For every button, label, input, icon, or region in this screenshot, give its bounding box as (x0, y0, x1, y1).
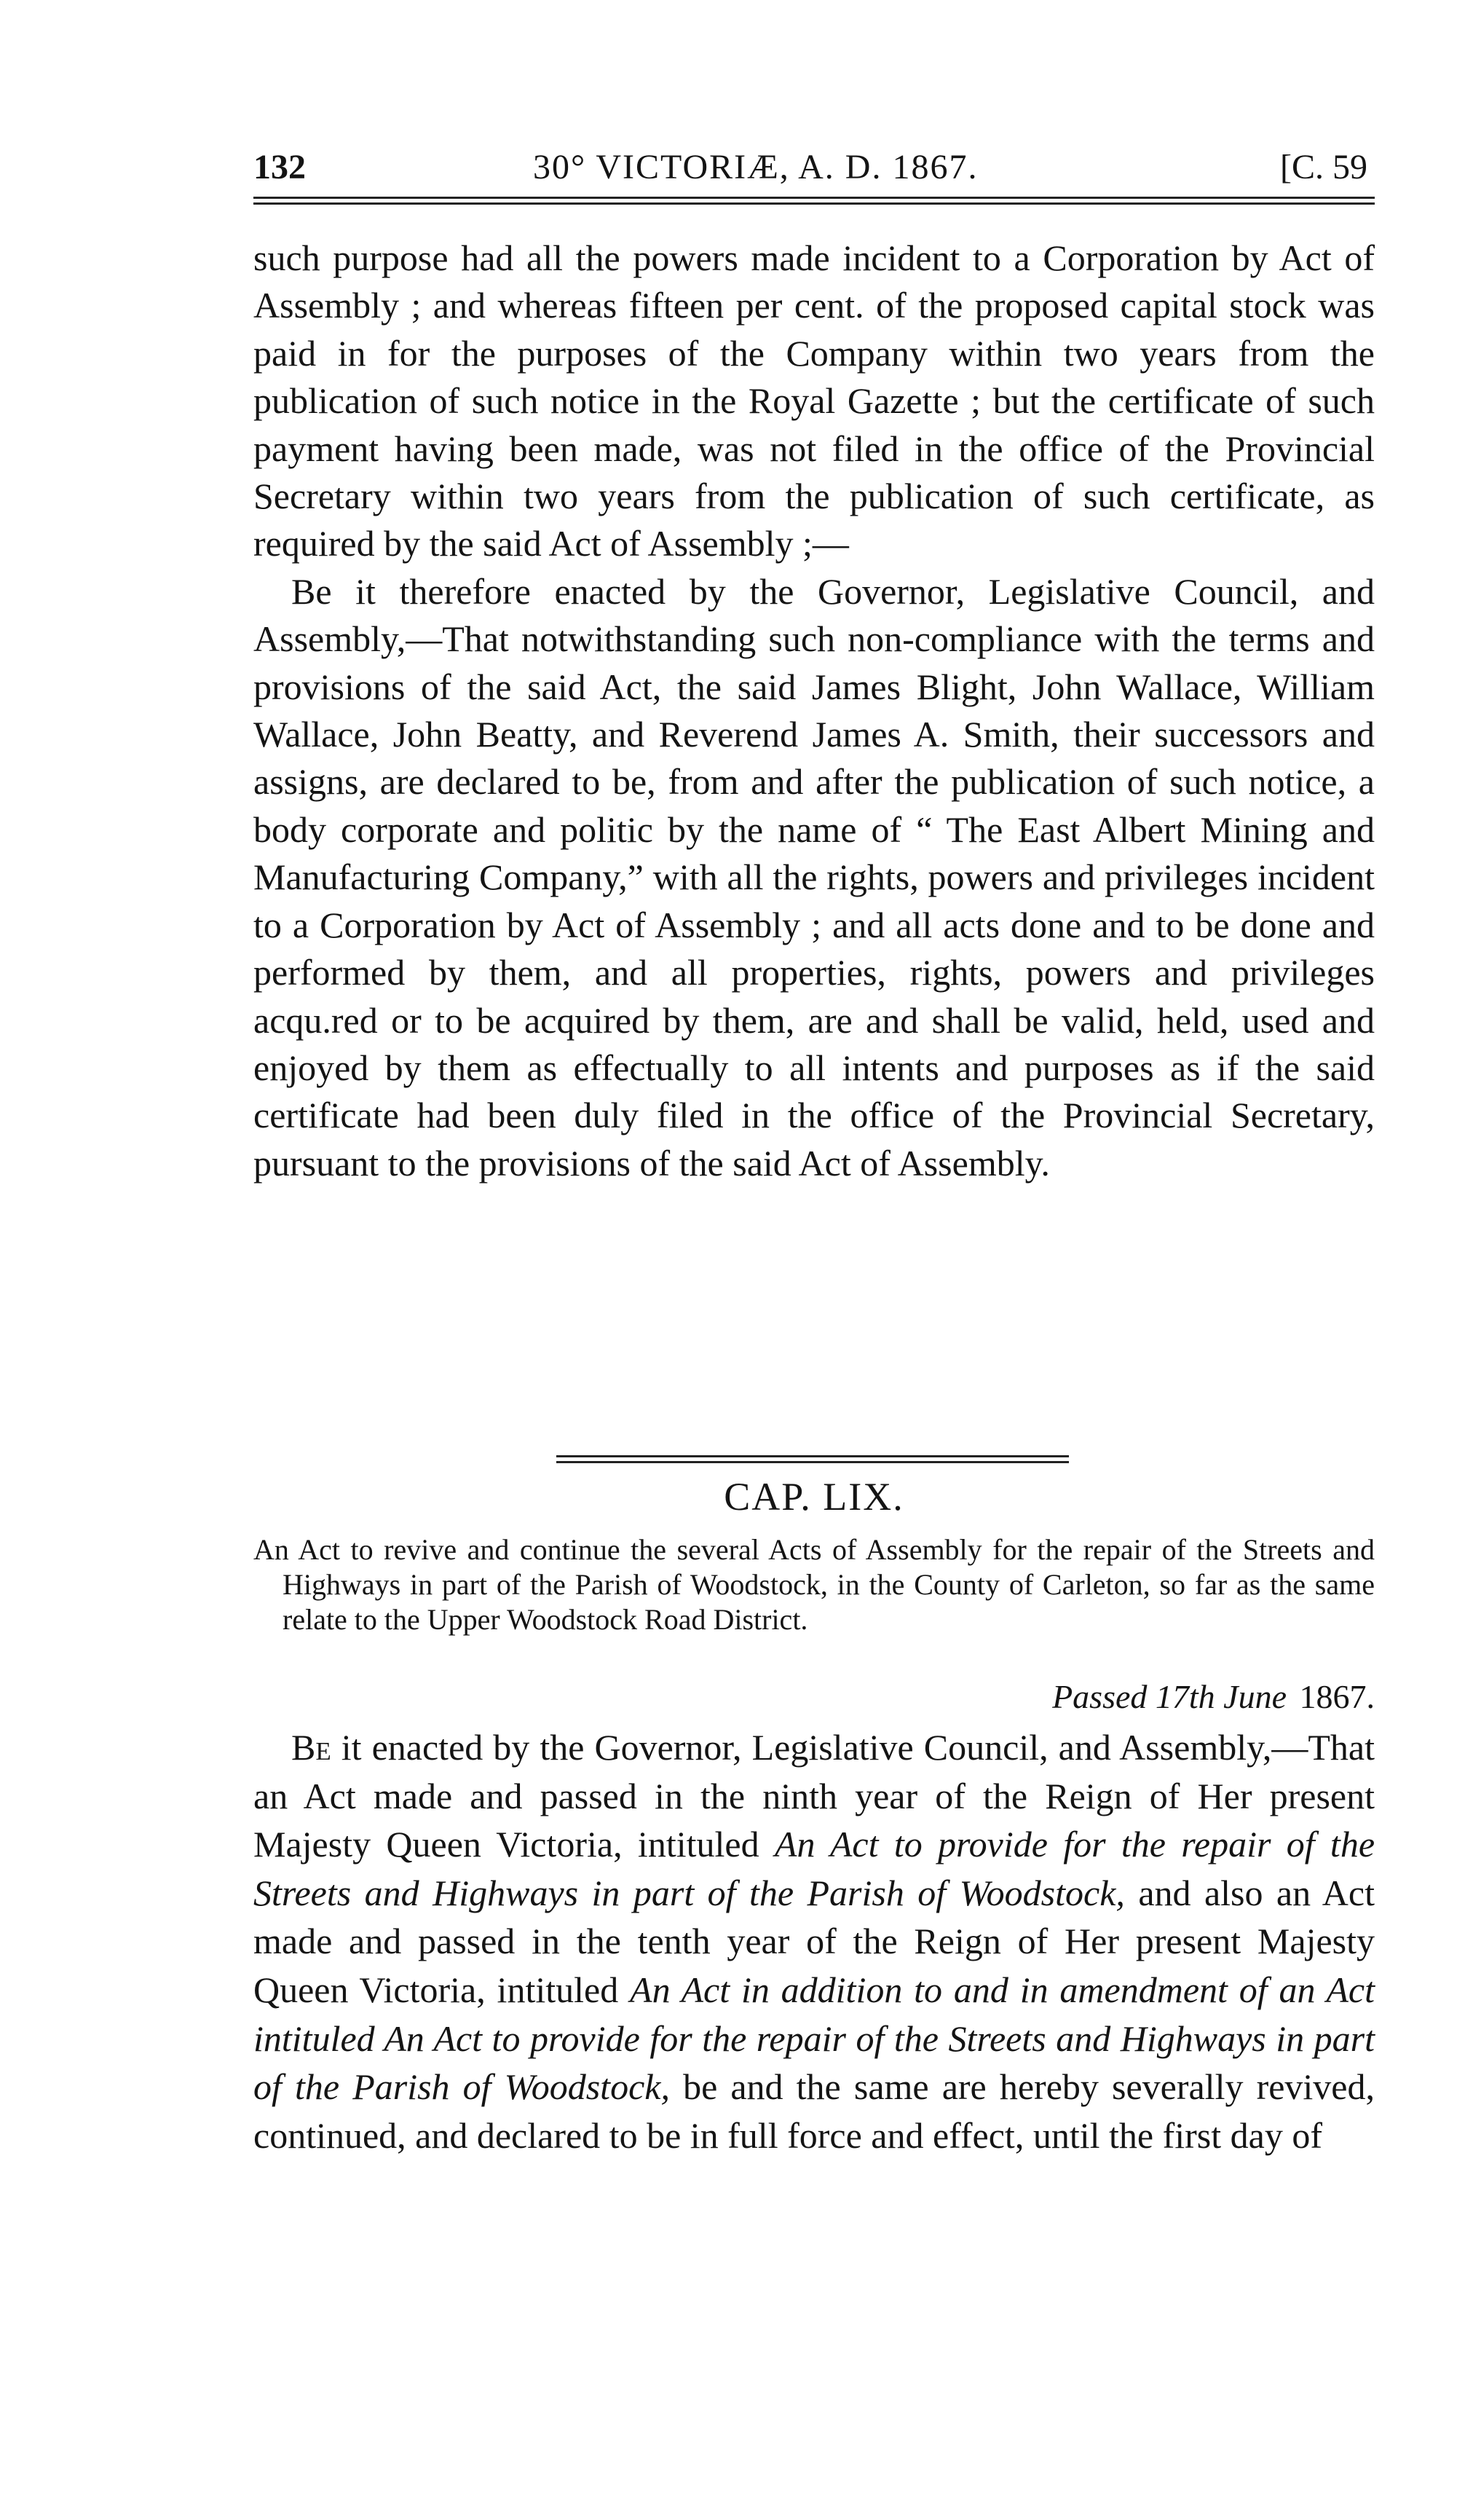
enactment-text (253, 1723, 1375, 2159)
page-number: 132 (253, 148, 306, 186)
header-rule (253, 197, 1375, 205)
passed-date (1052, 1675, 1375, 1719)
enactment-paragraph: Be it therefore enacted by the Governor, Legislative Council, and Assembly,—That notwithstanding such non-compliance with the terms and provisions of the said Act, the said James Blight, John Wallace, William Wallace, John Beatty, and Reverend James A. Smith, their successors and assigns, are declared to be, from and after the publication of such notice, a body corporate and politic by the name of “ The East Albert Mining and Manufacturing Company,” with all the rights, powers and privileges incident to a Corporation by Act of Assembly ; and all acts done and to be done and performed by them, and all properties, rights, powers and privileges acqu.red or to be acquired by them, are and shall be valid, held, used and enjoyed by them as effectually to all intents and purposes as if the said certificate had been duly filed in the office of the Provincial Secretary, pursuant to the provisions of the said Act of Assembly. (253, 570, 1375, 1184)
enact-part-2: and also an Act made and passed in the tenth year of the Reign of Her present Majesty Queen Victoria, intituled (253, 1872, 1375, 2010)
passed-year: 1867. (1299, 1678, 1375, 1715)
chapter-summary: An Act to revive and continue the several Acts of Assembly for the repair of the Streets and Highways in part of the Parish of Woodstock, in the County of Carleton, so far as the same relate to the Upper Woodstock Road District. (253, 1533, 1375, 1636)
enact-part-3: be and the same are hereby severally revived, continued, and declared to be in full force and effect, until the first day of (253, 2066, 1375, 2156)
enact-first-word: Be (291, 1727, 331, 1768)
continuation-text (253, 235, 1375, 1187)
act-title-2: An Act in addition to and in amendment of an Act intituled An Act to provide for the repair of the Streets and Highways in part of the Parish of Woodstock, (253, 1969, 1375, 2108)
recital-paragraph: such purpose had all the powers made incident to a Corporation by Act of Assembly ; and whereas fifteen per cent. of the proposed capital stock was paid in for the purposes of the Company within two years from the publication of such notice in the Royal Gazette ; but the certificate of such payment having been made, was not filed in the office of the Provincial Secretary within two years from the publication of such certificate, as required by the said Act of Assembly ;— (253, 237, 1375, 564)
section-divider (556, 1455, 1069, 1463)
passed-label: Passed 17th June (1052, 1678, 1287, 1715)
enact-part-1: it enacted by the Governor, Legislative Council, and Assembly,—That an Act made and passed in the ninth year of the Reign of Her present Majesty Queen Victoria, intituled (253, 1727, 1375, 1865)
running-header (253, 146, 1375, 189)
chapter-reference: [C. 59 (1280, 148, 1367, 186)
chapter-title: CAP. LIX. (724, 1475, 904, 1519)
act-title-1: An Act to provide for the repair of the Streets and Highways in part of the Parish of Woodstock, (253, 1824, 1375, 1913)
enactment-clause (253, 1723, 1375, 2159)
running-title: 30° VICTORIÆ, A. D. 1867. (533, 148, 979, 186)
